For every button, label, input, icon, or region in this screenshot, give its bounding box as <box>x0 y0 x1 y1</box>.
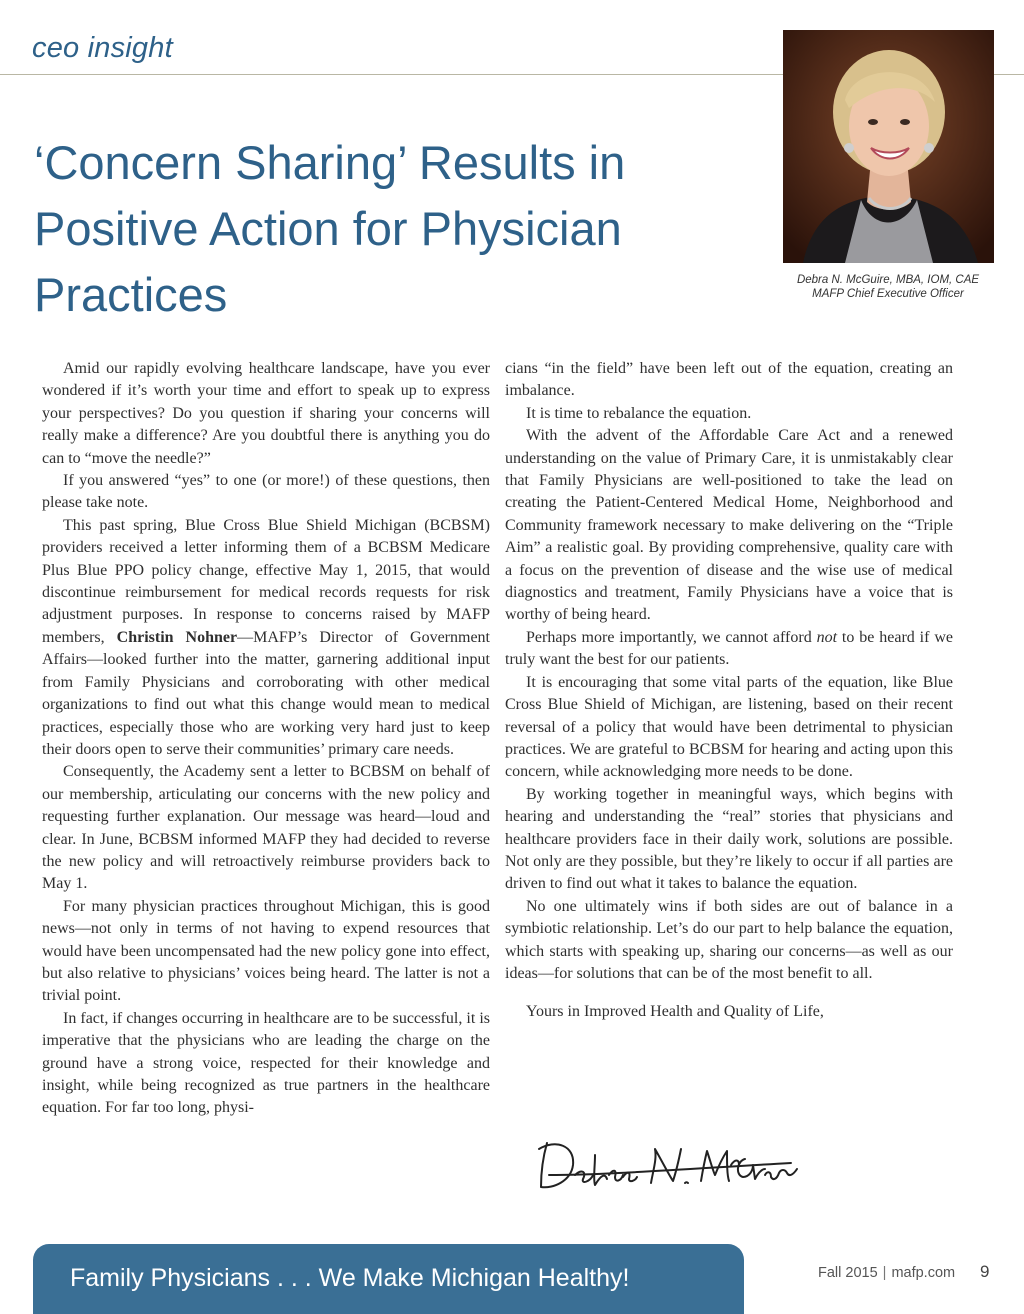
person-name: Christin Nohner <box>116 628 238 646</box>
signature <box>535 1135 805 1195</box>
caption-title: MAFP Chief Executive Officer <box>812 288 964 300</box>
headline-line-3: Practices <box>34 268 228 321</box>
page-number: 9 <box>980 1262 990 1281</box>
emphasis: not <box>816 628 838 646</box>
issue-date: Fall 2015 <box>818 1265 878 1281</box>
section-label: ceo insight <box>32 32 173 64</box>
paragraph: No one ultimately wins if both sides are out of balance in a symbiotic relationship. Let’s do our part to help balance the equation, which starts with speaking up, sharing our concerns—as well as our ideas—for solutions that can be of the most benefit to all. <box>505 897 953 982</box>
article-left-column <box>42 358 490 1120</box>
paragraph: Amid our rapidly evolving healthcare landscape, have you ever wondered if it’s worth your time and effort to speak up to express your perspectives? Do you question if sharing your concerns will really make a difference? Are you doubtful there is anything you do can to “move the needle?” <box>42 360 490 467</box>
paragraph: It is time to rebalance the equation. <box>526 404 752 422</box>
website-link[interactable]: mafp.com <box>891 1265 956 1281</box>
paragraph: Consequently, the Academy sent a letter to BCBSM on behalf of our membership, articulating our concerns with the new policy and requesting further explanation. Our message was heard—loud and clear. In June, BCBSM informed MAFP they had decided to reverse the new policy and will retroactively reimburse providers back to May 1. <box>42 763 490 893</box>
paragraph: It is encouraging that some vital parts of the equation, like Blue Cross Blue Shield of Michigan, are listening, based on their recent reversal of a policy that would have been detrimental to physician practices. We are grateful to BCBSM for hearing and acting upon this concern, while acknowledging more needs to be done. <box>505 673 953 781</box>
author-photo <box>783 30 994 263</box>
article-right-column <box>505 358 953 1024</box>
separator: | <box>882 1265 887 1281</box>
paragraph <box>505 627 953 672</box>
paragraph: cians “in the field” have been left out of the equation, creating an imbalance. <box>505 360 953 400</box>
headline-line-2: Positive Action for Physician <box>34 202 622 255</box>
headline-line-1: ‘Concern Sharing’ Results in <box>34 136 626 189</box>
paragraph: For many physician practices throughout Michigan, this is good news—not only in terms of not having to expend resources that would have been uncompensated had the new policy gone into effect, but also relative to physicians’ voices being heard. The latter is not a trivial point. <box>42 897 490 1005</box>
paragraph: With the advent of the Affordable Care Act and a renewed understanding on the value of Primary Care, it is unmistakably clear that Family Physicians are well-positioned to take the lead on creating the Patient-Centered Medical Home, Neighborhood and Community framework necessary to make delivering on the “Triple Aim” a realistic goal. By providing comprehensive, quality care with a focus on the prevention of disease and the wise use of medical diagnostics and treatment, Family Physicians have a voice that is worthy of being heard. <box>505 427 953 624</box>
photo-caption <box>770 273 1006 301</box>
paragraph-text: This past spring, Blue Cross Blue Shield Michigan (BCBSM) providers received a letter informing them of a BCBSM Medicare Plus Blue PPO policy change, effective May 1, 2015, that would discontinue reimbursement for medical records requests for risk adjustment purposes. In response to concerns raised by MAFP members, <box>42 516 490 646</box>
caption-name: Debra N. McGuire, MBA, IOM, CAE <box>796 274 980 286</box>
issue-info <box>818 1265 955 1281</box>
paragraph: By working together in meaningful ways, which begins with hearing and understanding the “real” stories that physicians and healthcare providers face in their daily work, solutions are possible. Not only are they possible, but they’re likely to occur if all parties are driven to find out what it takes to balance the equation. <box>505 785 953 893</box>
footer-banner <box>33 1244 744 1314</box>
paragraph <box>42 515 490 761</box>
article-headline <box>34 130 754 328</box>
paragraph: If you answered “yes” to one (or more!) of these questions, then please take note. <box>42 472 490 512</box>
closing-line: Yours in Improved Health and Quality of Life, <box>526 1003 824 1021</box>
footer-tagline: Family Physicians . . . We Make Michigan Healthy! <box>70 1264 630 1292</box>
paragraph-text: Perhaps more importantly, we cannot afford <box>526 628 817 646</box>
paragraph-text: to be heard if we truly want the best for our patients. <box>505 628 954 669</box>
paragraph-text: —MAFP’s Director of Government Affairs—looked further into the matter, garnering additional input from Family Physicians and corroborating with other medical organizations to find out what this change would mean to medical practices, especially those who are working very hard just to keep their doors open to serve their communities’ primary care needs. <box>42 628 491 758</box>
paragraph: In fact, if changes occurring in healthcare are to be successful, it is imperative that the physicians who are leading the charge on the ground have a strong voice, respected for their knowledge and insight, while being recognized as true partners in the healthcare equation. For far too long, physi- <box>42 1009 490 1117</box>
